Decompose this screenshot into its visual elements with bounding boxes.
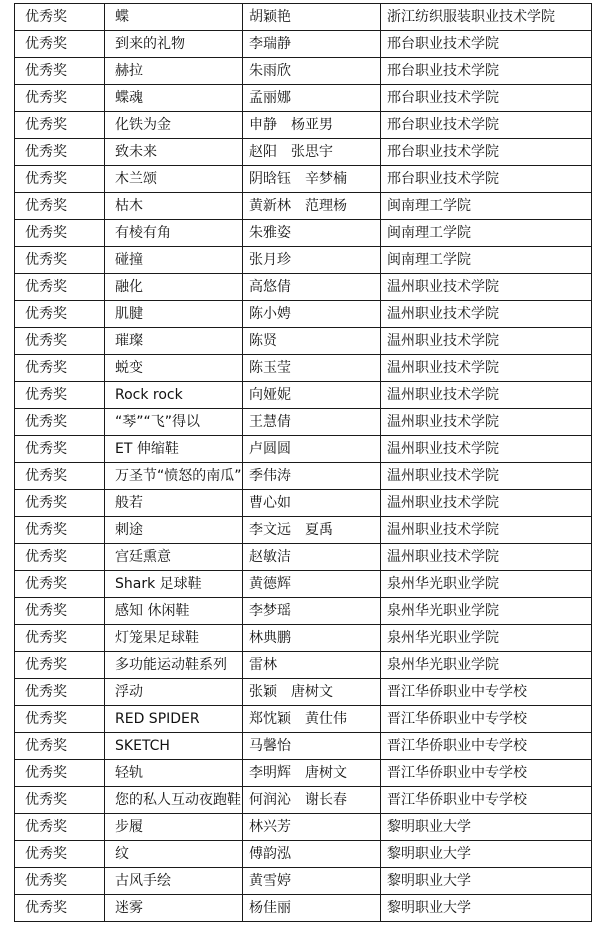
school-cell: 晋江华侨职业中专学校: [381, 733, 592, 760]
award-cell: 优秀奖: [15, 4, 105, 31]
work-title-cell: 化铁为金: [105, 112, 243, 139]
work-title-cell: 宫廷熏意: [105, 544, 243, 571]
work-title-cell: 刺途: [105, 517, 243, 544]
school-cell: 邢台职业技术学院: [381, 31, 592, 58]
work-title-cell: 万圣节“愤怒的南瓜”: [105, 463, 243, 490]
award-cell: 优秀奖: [15, 841, 105, 868]
table-row: [15, 382, 592, 409]
work-title-cell: 赫拉: [105, 58, 243, 85]
author-cell: 李瑞静: [243, 31, 381, 58]
table-row: [15, 598, 592, 625]
school-cell: 黎明职业大学: [381, 814, 592, 841]
author-cell: 陈贤: [243, 328, 381, 355]
author-cell: 李梦瑶: [243, 598, 381, 625]
award-cell: 优秀奖: [15, 733, 105, 760]
award-cell: 优秀奖: [15, 679, 105, 706]
author-cell: 孟丽娜: [243, 85, 381, 112]
school-cell: 邢台职业技术学院: [381, 58, 592, 85]
work-title-cell: 般若: [105, 490, 243, 517]
school-cell: 温州职业技术学院: [381, 436, 592, 463]
award-cell: 优秀奖: [15, 760, 105, 787]
work-title-cell: 璀璨: [105, 328, 243, 355]
school-cell: 温州职业技术学院: [381, 328, 592, 355]
award-cell: 优秀奖: [15, 382, 105, 409]
work-title-cell: Rock rock: [105, 382, 243, 409]
school-cell: 泉州华光职业学院: [381, 598, 592, 625]
author-cell: 黄德辉: [243, 571, 381, 598]
table-row: [15, 220, 592, 247]
work-title-cell: ET 伸缩鞋: [105, 436, 243, 463]
table-row: [15, 247, 592, 274]
work-title-cell: 蝶魂: [105, 85, 243, 112]
work-title-cell: 浮动: [105, 679, 243, 706]
table-row: [15, 706, 592, 733]
table-row: [15, 814, 592, 841]
award-cell: 优秀奖: [15, 85, 105, 112]
school-cell: 邢台职业技术学院: [381, 139, 592, 166]
award-cell: 优秀奖: [15, 517, 105, 544]
table-row: [15, 4, 592, 31]
author-cell: 黄雪婷: [243, 868, 381, 895]
school-cell: 温州职业技术学院: [381, 301, 592, 328]
table-row: [15, 841, 592, 868]
work-title-cell: RED SPIDER: [105, 706, 243, 733]
author-cell: 赵敏洁: [243, 544, 381, 571]
school-cell: 温州职业技术学院: [381, 544, 592, 571]
work-title-cell: 迷雾: [105, 895, 243, 922]
work-title-cell: 致未来: [105, 139, 243, 166]
work-title-cell: 蜕变: [105, 355, 243, 382]
table-row: [15, 679, 592, 706]
table-row: [15, 139, 592, 166]
award-cell: 优秀奖: [15, 58, 105, 85]
author-cell: 马馨怡: [243, 733, 381, 760]
work-title-cell: 碰撞: [105, 247, 243, 274]
author-cell: 申静 杨亚男: [243, 112, 381, 139]
work-title-cell: 纹: [105, 841, 243, 868]
author-cell: 曹心如: [243, 490, 381, 517]
work-title-cell: 木兰颂: [105, 166, 243, 193]
award-cell: 优秀奖: [15, 436, 105, 463]
school-cell: 闽南理工学院: [381, 247, 592, 274]
school-cell: 邢台职业技术学院: [381, 85, 592, 112]
work-title-cell: 有棱有角: [105, 220, 243, 247]
school-cell: 泉州华光职业学院: [381, 625, 592, 652]
author-cell: 向娅妮: [243, 382, 381, 409]
table-row: [15, 31, 592, 58]
award-cell: 优秀奖: [15, 895, 105, 922]
author-cell: 雷林: [243, 652, 381, 679]
school-cell: 晋江华侨职业中专学校: [381, 679, 592, 706]
author-cell: 黄新林 范理杨: [243, 193, 381, 220]
author-cell: 傅韵泓: [243, 841, 381, 868]
table-row: [15, 652, 592, 679]
award-cell: 优秀奖: [15, 706, 105, 733]
award-cell: 优秀奖: [15, 301, 105, 328]
table-row: [15, 274, 592, 301]
award-cell: 优秀奖: [15, 31, 105, 58]
work-title-cell: 蝶: [105, 4, 243, 31]
table-row: [15, 544, 592, 571]
author-cell: 李明辉 唐树文: [243, 760, 381, 787]
table-row: [15, 355, 592, 382]
work-title-cell: “琴”“飞”得以: [105, 409, 243, 436]
author-cell: 杨佳丽: [243, 895, 381, 922]
award-cell: 优秀奖: [15, 571, 105, 598]
school-cell: 邢台职业技术学院: [381, 112, 592, 139]
award-cell: 优秀奖: [15, 328, 105, 355]
award-table-body: [15, 4, 592, 922]
award-cell: 优秀奖: [15, 544, 105, 571]
table-row: [15, 895, 592, 922]
author-cell: 张月珍: [243, 247, 381, 274]
award-cell: 优秀奖: [15, 112, 105, 139]
work-title-cell: 古风手绘: [105, 868, 243, 895]
table-row: [15, 112, 592, 139]
table-row: [15, 166, 592, 193]
school-cell: 晋江华侨职业中专学校: [381, 706, 592, 733]
award-cell: 优秀奖: [15, 355, 105, 382]
author-cell: 胡颖艳: [243, 4, 381, 31]
school-cell: 晋江华侨职业中专学校: [381, 760, 592, 787]
school-cell: 邢台职业技术学院: [381, 166, 592, 193]
award-cell: 优秀奖: [15, 868, 105, 895]
school-cell: 温州职业技术学院: [381, 517, 592, 544]
work-title-cell: 步履: [105, 814, 243, 841]
school-cell: 温州职业技术学院: [381, 274, 592, 301]
table-row: [15, 625, 592, 652]
table-row: [15, 193, 592, 220]
award-cell: 优秀奖: [15, 652, 105, 679]
table-row: [15, 571, 592, 598]
author-cell: 陈小娉: [243, 301, 381, 328]
school-cell: 温州职业技术学院: [381, 355, 592, 382]
author-cell: 陈玉莹: [243, 355, 381, 382]
author-cell: 阴晗钰 辛梦楠: [243, 166, 381, 193]
table-row: [15, 787, 592, 814]
school-cell: 温州职业技术学院: [381, 463, 592, 490]
award-cell: 优秀奖: [15, 787, 105, 814]
award-cell: 优秀奖: [15, 220, 105, 247]
table-row: [15, 58, 592, 85]
school-cell: 泉州华光职业学院: [381, 652, 592, 679]
award-cell: 优秀奖: [15, 463, 105, 490]
table-row: [15, 490, 592, 517]
work-title-cell: 灯笼果足球鞋: [105, 625, 243, 652]
school-cell: 晋江华侨职业中专学校: [381, 787, 592, 814]
author-cell: 何润沁 谢长春: [243, 787, 381, 814]
school-cell: 温州职业技术学院: [381, 409, 592, 436]
award-cell: 优秀奖: [15, 625, 105, 652]
award-cell: 优秀奖: [15, 166, 105, 193]
work-title-cell: Shark 足球鞋: [105, 571, 243, 598]
table-row: [15, 301, 592, 328]
table-row: [15, 760, 592, 787]
school-cell: 温州职业技术学院: [381, 382, 592, 409]
work-title-cell: 多功能运动鞋系列: [105, 652, 243, 679]
award-table-sheet: [14, 3, 591, 922]
author-cell: 赵阳 张思宇: [243, 139, 381, 166]
award-cell: 优秀奖: [15, 193, 105, 220]
school-cell: 闽南理工学院: [381, 193, 592, 220]
school-cell: 泉州华光职业学院: [381, 571, 592, 598]
work-title-cell: 您的私人互动夜跑鞋: [105, 787, 243, 814]
table-row: [15, 517, 592, 544]
author-cell: 林典鹏: [243, 625, 381, 652]
table-row: [15, 436, 592, 463]
table-row: [15, 868, 592, 895]
work-title-cell: 肌腱: [105, 301, 243, 328]
table-row: [15, 328, 592, 355]
award-cell: 优秀奖: [15, 814, 105, 841]
author-cell: 林兴芳: [243, 814, 381, 841]
award-cell: 优秀奖: [15, 409, 105, 436]
author-cell: 高悠倩: [243, 274, 381, 301]
author-cell: 郑忱颖 黄仕伟: [243, 706, 381, 733]
school-cell: 温州职业技术学院: [381, 490, 592, 517]
school-cell: 黎明职业大学: [381, 868, 592, 895]
author-cell: 季伟涛: [243, 463, 381, 490]
work-title-cell: SKETCH: [105, 733, 243, 760]
award-cell: 优秀奖: [15, 274, 105, 301]
author-cell: 张颖 唐树文: [243, 679, 381, 706]
table-row: [15, 463, 592, 490]
table-row: [15, 85, 592, 112]
author-cell: 王慧倩: [243, 409, 381, 436]
award-cell: 优秀奖: [15, 490, 105, 517]
author-cell: 卢圆圆: [243, 436, 381, 463]
author-cell: 朱雨欣: [243, 58, 381, 85]
author-cell: 李文远 夏禹: [243, 517, 381, 544]
work-title-cell: 融化: [105, 274, 243, 301]
work-title-cell: 到来的礼物: [105, 31, 243, 58]
school-cell: 黎明职业大学: [381, 841, 592, 868]
award-cell: 优秀奖: [15, 598, 105, 625]
school-cell: 浙江纺织服装职业技术学院: [381, 4, 592, 31]
work-title-cell: 感知 休闲鞋: [105, 598, 243, 625]
school-cell: 闽南理工学院: [381, 220, 592, 247]
table-row: [15, 733, 592, 760]
award-cell: 优秀奖: [15, 139, 105, 166]
work-title-cell: 轻轨: [105, 760, 243, 787]
work-title-cell: 枯木: [105, 193, 243, 220]
school-cell: 黎明职业大学: [381, 895, 592, 922]
award-table: [14, 3, 592, 922]
author-cell: 朱雅姿: [243, 220, 381, 247]
award-cell: 优秀奖: [15, 247, 105, 274]
table-row: [15, 409, 592, 436]
